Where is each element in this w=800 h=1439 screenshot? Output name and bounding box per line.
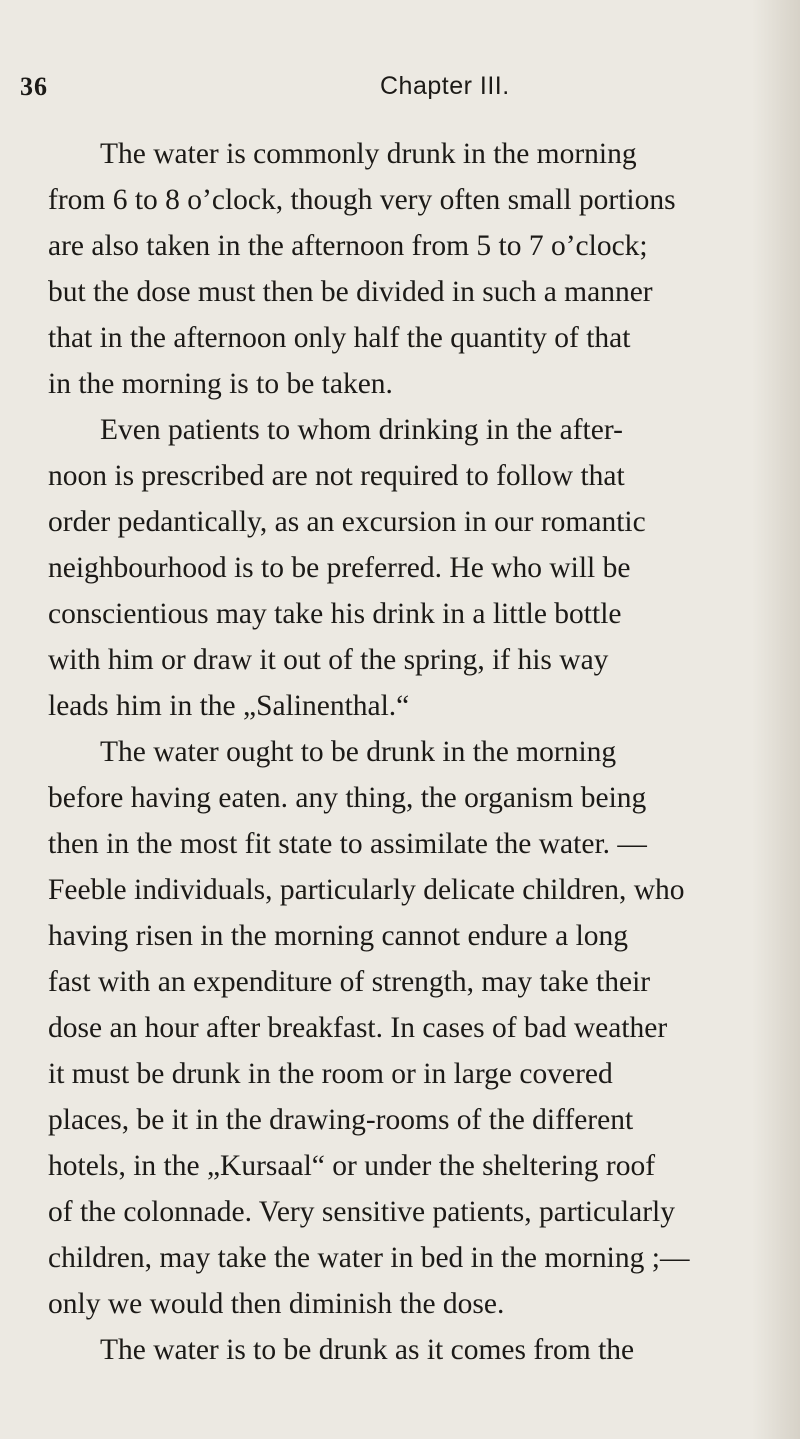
paragraph-line: from 6 to 8 o’clock, though very often small portions bbox=[48, 184, 676, 216]
running-head: Chapter III. bbox=[380, 72, 510, 100]
paragraph-line: leads him in the „Salinenthal.“ bbox=[48, 690, 410, 722]
paragraph-line: Even patients to whom drinking in the after- bbox=[100, 414, 623, 446]
paragraph-line: are also taken in the afternoon from 5 to 7 o’clock; bbox=[48, 230, 648, 262]
paragraph-line: The water is commonly drunk in the morning bbox=[100, 138, 637, 170]
paragraph-line: dose an hour after breakfast. In cases of bad weather bbox=[48, 1012, 668, 1044]
paragraph-line: noon is prescribed are not required to follow that bbox=[48, 460, 625, 492]
paragraph-line: it must be drunk in the room or in large covered bbox=[48, 1058, 613, 1090]
paragraph-line: before having eaten. any thing, the organism being bbox=[48, 782, 647, 814]
page-number: 36 bbox=[20, 72, 48, 101]
paragraph-line: then in the most fit state to assimilate the water. — bbox=[48, 828, 647, 860]
paragraph-line: only we would then diminish the dose. bbox=[48, 1288, 505, 1320]
paragraph-line: but the dose must then be divided in such a manner bbox=[48, 276, 653, 308]
paragraph-line: with him or draw it out of the spring, if his way bbox=[48, 644, 609, 676]
paragraph-line: Feeble individuals, particularly delicate children, who bbox=[48, 874, 685, 906]
paragraph-line: that in the afternoon only half the quantity of that bbox=[48, 322, 631, 354]
paragraph-line: hotels, in the „Kursaal“ or under the sheltering roof bbox=[48, 1150, 656, 1182]
paragraph-line: conscientious may take his drink in a little bottle bbox=[48, 598, 622, 630]
paragraph-line: The water ought to be drunk in the morning bbox=[100, 736, 617, 768]
paragraph-line: order pedantically, as an excursion in our romantic bbox=[48, 506, 646, 538]
paragraph-line: having risen in the morning cannot endure a long bbox=[48, 920, 629, 952]
paragraph-line: The water is to be drunk as it comes from the bbox=[100, 1334, 635, 1366]
paragraph-line: children, may take the water in bed in the morning ;— bbox=[48, 1242, 690, 1274]
page-header bbox=[0, 72, 800, 112]
paragraph-line: of the colonnade. Very sensitive patients, particularly bbox=[48, 1196, 675, 1228]
paragraph-line: fast with an expenditure of strength, may take their bbox=[48, 966, 651, 998]
paragraph-line: in the morning is to be taken. bbox=[48, 368, 393, 400]
paragraph-line: places, be it in the drawing-rooms of the different bbox=[48, 1104, 634, 1136]
paragraph-line: neighbourhood is to be preferred. He who will be bbox=[48, 552, 631, 584]
